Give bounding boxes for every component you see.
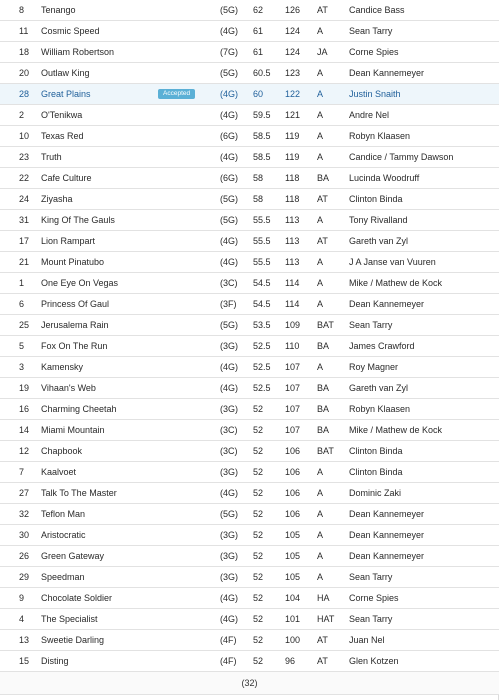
age-sex: (3F) [220, 294, 253, 315]
merit-rating: 52.5 [253, 357, 285, 378]
age-sex: (5G) [220, 0, 253, 21]
horse-name-text[interactable]: Princess Of Gaul [41, 299, 110, 309]
entry-number: 24 [0, 189, 41, 210]
weight: 107 [285, 399, 317, 420]
horse-name[interactable] [41, 21, 220, 42]
status-badge: Accepted [158, 89, 195, 99]
weight: 121 [285, 105, 317, 126]
merit-rating: 61 [253, 21, 285, 42]
table-row[interactable] [0, 483, 499, 504]
weight: 113 [285, 252, 317, 273]
weight: 105 [285, 567, 317, 588]
age-sex: (3C) [220, 420, 253, 441]
merit-rating: 52 [253, 399, 285, 420]
horse-name-text[interactable]: Cosmic Speed [41, 26, 100, 36]
merit-rating: 60 [253, 84, 285, 105]
entry-number: 32 [0, 504, 41, 525]
equipment-code: BA [317, 336, 349, 357]
weight: 124 [285, 21, 317, 42]
entry-number: 29 [0, 567, 41, 588]
equipment-code: A [317, 84, 349, 105]
trainer-name: Dean Kannemeyer [349, 504, 499, 525]
merit-rating: 58 [253, 189, 285, 210]
trainer-name: Dean Kannemeyer [349, 546, 499, 567]
horse-name[interactable] [41, 126, 220, 147]
equipment-code: A [317, 546, 349, 567]
weight: 119 [285, 147, 317, 168]
merit-rating: 52.5 [253, 336, 285, 357]
horse-name-text[interactable]: Talk To The Master [41, 488, 117, 498]
horse-name[interactable] [41, 84, 220, 105]
horse-name[interactable] [41, 651, 220, 672]
equipment-code: A [317, 357, 349, 378]
weight: 124 [285, 42, 317, 63]
entry-number: 19 [0, 378, 41, 399]
trainer-name: Tony Rivalland [349, 210, 499, 231]
equipment-code: BAT [317, 441, 349, 462]
age-sex: (3G) [220, 525, 253, 546]
table-row[interactable] [0, 588, 499, 609]
merit-rating: 55.5 [253, 231, 285, 252]
weight: 113 [285, 210, 317, 231]
entry-number: 5 [0, 336, 41, 357]
horse-name-text[interactable]: Mount Pinatubo [41, 257, 105, 267]
equipment-code: AT [317, 630, 349, 651]
table-row[interactable] [0, 525, 499, 546]
table-row[interactable] [0, 420, 499, 441]
horse-name-text[interactable]: Kamensky [41, 362, 84, 372]
trainer-name: Corne Spies [349, 42, 499, 63]
trainer-name: Sean Tarry [349, 567, 499, 588]
horse-name-text[interactable]: Chocolate Soldier [41, 593, 113, 603]
equipment-code: A [317, 63, 349, 84]
weight: 119 [285, 126, 317, 147]
horse-name[interactable] [41, 210, 220, 231]
table-footer [0, 672, 499, 695]
horse-name-text[interactable]: Kaalvoet [41, 467, 77, 477]
entry-number: 31 [0, 210, 41, 231]
table-row[interactable] [0, 0, 499, 21]
merit-rating: 53.5 [253, 315, 285, 336]
equipment-code: A [317, 210, 349, 231]
entry-number: 20 [0, 63, 41, 84]
table-row[interactable] [0, 546, 499, 567]
merit-rating: 62 [253, 0, 285, 21]
horse-name-text[interactable]: Lion Rampart [41, 236, 96, 246]
trainer-name: Clinton Binda [349, 189, 499, 210]
horse-name[interactable] [41, 378, 220, 399]
equipment-code: HAT [317, 609, 349, 630]
horse-name[interactable] [41, 588, 220, 609]
weight: 109 [285, 315, 317, 336]
horse-name-text[interactable]: William Robertson [41, 47, 115, 57]
trainer-name: Justin Snaith [349, 84, 499, 105]
trainer-name: Sean Tarry [349, 609, 499, 630]
equipment-code: A [317, 504, 349, 525]
entry-number: 15 [0, 651, 41, 672]
horse-name[interactable] [41, 294, 220, 315]
entry-number: 13 [0, 630, 41, 651]
trainer-name: Sean Tarry [349, 315, 499, 336]
trainer-name: J A Janse van Vuuren [349, 252, 499, 273]
table-row[interactable] [0, 504, 499, 525]
table-row[interactable] [0, 399, 499, 420]
horse-name-text[interactable]: Tenango [41, 5, 76, 15]
table-row[interactable] [0, 567, 499, 588]
equipment-code: AT [317, 189, 349, 210]
age-sex: (3C) [220, 441, 253, 462]
horse-name-text[interactable]: Outlaw King [41, 68, 90, 78]
table-row[interactable] [0, 21, 499, 42]
merit-rating: 52 [253, 546, 285, 567]
equipment-code: A [317, 567, 349, 588]
table-row[interactable] [0, 441, 499, 462]
entry-number: 1 [0, 273, 41, 294]
age-sex: (4G) [220, 378, 253, 399]
horse-name[interactable] [41, 546, 220, 567]
entry-number: 17 [0, 231, 41, 252]
entry-number: 27 [0, 483, 41, 504]
equipment-code: BA [317, 378, 349, 399]
age-sex: (3G) [220, 462, 253, 483]
age-sex: (4G) [220, 105, 253, 126]
horse-name-text[interactable]: Aristocratic [41, 530, 86, 540]
weight: 114 [285, 294, 317, 315]
merit-rating: 54.5 [253, 273, 285, 294]
entry-number: 30 [0, 525, 41, 546]
merit-rating: 55.5 [253, 210, 285, 231]
horse-name[interactable] [41, 630, 220, 651]
age-sex: (4F) [220, 630, 253, 651]
trainer-name: James Crawford [349, 336, 499, 357]
age-sex: (4G) [220, 231, 253, 252]
weight: 123 [285, 63, 317, 84]
equipment-code: A [317, 525, 349, 546]
trainer-name: Dean Kannemeyer [349, 294, 499, 315]
horse-name[interactable] [41, 42, 220, 63]
trainer-name: Clinton Binda [349, 462, 499, 483]
table-row[interactable] [0, 357, 499, 378]
merit-rating: 52 [253, 420, 285, 441]
weight: 107 [285, 378, 317, 399]
equipment-code: BA [317, 420, 349, 441]
horse-name[interactable] [41, 0, 220, 21]
age-sex: (4G) [220, 147, 253, 168]
table-row[interactable] [0, 210, 499, 231]
age-sex: (3G) [220, 567, 253, 588]
trainer-name: Gareth van Zyl [349, 378, 499, 399]
weight: 106 [285, 504, 317, 525]
merit-rating: 52 [253, 525, 285, 546]
age-sex: (6G) [220, 168, 253, 189]
entry-number: 10 [0, 126, 41, 147]
weight: 126 [285, 0, 317, 21]
horse-name[interactable] [41, 273, 220, 294]
horse-name-text[interactable]: Chapbook [41, 446, 83, 456]
age-sex: (5G) [220, 63, 253, 84]
merit-rating: 52 [253, 588, 285, 609]
age-sex: (7G) [220, 42, 253, 63]
horse-name-text[interactable]: Truth [41, 152, 62, 162]
entry-number: 22 [0, 168, 41, 189]
horse-name-text[interactable]: Charming Cheetah [41, 404, 117, 414]
trainer-name: Gareth van Zyl [349, 231, 499, 252]
entry-number: 21 [0, 252, 41, 273]
entry-number: 9 [0, 588, 41, 609]
table-row[interactable] [0, 63, 499, 84]
table-row[interactable] [0, 42, 499, 63]
equipment-code: A [317, 126, 349, 147]
entry-number: 14 [0, 420, 41, 441]
age-sex: (3G) [220, 546, 253, 567]
age-sex: (5G) [220, 189, 253, 210]
merit-rating: 61 [253, 42, 285, 63]
trainer-name: Clinton Binda [349, 441, 499, 462]
age-sex: (4G) [220, 357, 253, 378]
horse-name[interactable] [41, 168, 220, 189]
age-sex: (4G) [220, 609, 253, 630]
merit-rating: 52 [253, 630, 285, 651]
age-sex: (3G) [220, 399, 253, 420]
entry-number: 4 [0, 609, 41, 630]
trainer-name: Corne Spies [349, 588, 499, 609]
equipment-code: A [317, 294, 349, 315]
horse-name-text[interactable]: Vihaan's Web [41, 383, 96, 393]
table-row[interactable] [0, 189, 499, 210]
table-row[interactable] [0, 336, 499, 357]
horse-name-text[interactable]: Sweetie Darling [41, 635, 105, 645]
trainer-name: Glen Kotzen [349, 651, 499, 672]
age-sex: (5G) [220, 504, 253, 525]
merit-rating: 60.5 [253, 63, 285, 84]
weight: 118 [285, 168, 317, 189]
merit-rating: 55.5 [253, 252, 285, 273]
horse-name[interactable] [41, 462, 220, 483]
horse-name[interactable] [41, 105, 220, 126]
weight: 107 [285, 357, 317, 378]
trainer-name: Lucinda Woodruff [349, 168, 499, 189]
age-sex: (3G) [220, 336, 253, 357]
age-sex: (4F) [220, 651, 253, 672]
weight: 101 [285, 609, 317, 630]
table-row[interactable] [0, 105, 499, 126]
horse-name[interactable] [41, 231, 220, 252]
trainer-name: Dominic Zaki [349, 483, 499, 504]
trainer-name: Mike / Mathew de Kock [349, 273, 499, 294]
merit-rating: 59.5 [253, 105, 285, 126]
merit-rating: 58 [253, 168, 285, 189]
table-row[interactable] [0, 462, 499, 483]
table-row[interactable] [0, 168, 499, 189]
trainer-name: Juan Nel [349, 630, 499, 651]
horse-name[interactable] [41, 483, 220, 504]
horse-name[interactable] [41, 441, 220, 462]
entry-number: 16 [0, 399, 41, 420]
age-sex: (4G) [220, 21, 253, 42]
equipment-code: AT [317, 0, 349, 21]
entry-number: 28 [0, 84, 41, 105]
merit-rating: 52 [253, 483, 285, 504]
horse-name[interactable] [41, 189, 220, 210]
entry-number: 11 [0, 21, 41, 42]
trainer-name: Roy Magner [349, 357, 499, 378]
equipment-code: JA [317, 42, 349, 63]
weight: 110 [285, 336, 317, 357]
table-row[interactable] [0, 252, 499, 273]
weight: 106 [285, 462, 317, 483]
horse-name[interactable] [41, 504, 220, 525]
horse-name-text[interactable]: O'Tenikwa [41, 110, 83, 120]
weight: 104 [285, 588, 317, 609]
age-sex: (6G) [220, 126, 253, 147]
trainer-name: Mike / Mathew de Kock [349, 420, 499, 441]
horse-name-text[interactable]: King Of The Gauls [41, 215, 115, 225]
horse-name[interactable] [41, 399, 220, 420]
horse-name-text[interactable]: Texas Red [41, 131, 84, 141]
trainer-name: Dean Kannemeyer [349, 525, 499, 546]
trainer-name: Andre Nel [349, 105, 499, 126]
horse-name-text[interactable]: Jerusalema Rain [41, 320, 109, 330]
entry-number: 3 [0, 357, 41, 378]
horse-name[interactable] [41, 567, 220, 588]
merit-rating: 52 [253, 567, 285, 588]
weight: 105 [285, 546, 317, 567]
age-sex: (4G) [220, 483, 253, 504]
entry-number: 7 [0, 462, 41, 483]
merit-rating: 52.5 [253, 378, 285, 399]
horse-name[interactable] [41, 609, 220, 630]
entry-number: 18 [0, 42, 41, 63]
weight: 107 [285, 420, 317, 441]
trainer-name: Candice / Tammy Dawson [349, 147, 499, 168]
weight: 113 [285, 231, 317, 252]
horse-name-text[interactable]: Fox On The Run [41, 341, 108, 351]
equipment-code: A [317, 483, 349, 504]
merit-rating: 52 [253, 609, 285, 630]
table-row[interactable] [0, 294, 499, 315]
entry-number: 8 [0, 0, 41, 21]
horse-name[interactable] [41, 420, 220, 441]
weight: 105 [285, 525, 317, 546]
horse-name-text[interactable]: Ziyasha [41, 194, 73, 204]
table-row[interactable] [0, 651, 499, 672]
table-row[interactable] [0, 231, 499, 252]
age-sex: (4G) [220, 252, 253, 273]
trainer-name: Candice Bass [349, 0, 499, 21]
merit-rating: 58.5 [253, 147, 285, 168]
table-row[interactable] [0, 84, 499, 105]
horse-name[interactable] [41, 525, 220, 546]
horse-name[interactable] [41, 63, 220, 84]
equipment-code: AT [317, 651, 349, 672]
trainer-name: Dean Kannemeyer [349, 63, 499, 84]
horse-name[interactable] [41, 357, 220, 378]
age-sex: (5G) [220, 315, 253, 336]
table-row[interactable] [0, 378, 499, 399]
trainer-name: Robyn Klaasen [349, 399, 499, 420]
equipment-code: A [317, 462, 349, 483]
weight: 96 [285, 651, 317, 672]
entries-count: (32) [0, 672, 499, 695]
horse-name[interactable] [41, 336, 220, 357]
horse-name-text[interactable]: Teflon Man [41, 509, 86, 519]
table-row[interactable] [0, 315, 499, 336]
entry-number: 25 [0, 315, 41, 336]
age-sex: (4G) [220, 588, 253, 609]
horse-name[interactable] [41, 315, 220, 336]
weight: 106 [285, 483, 317, 504]
entry-number: 6 [0, 294, 41, 315]
horse-name-text[interactable]: Miami Mountain [41, 425, 105, 435]
entry-number: 2 [0, 105, 41, 126]
horse-name-text[interactable]: Cafe Culture [41, 173, 92, 183]
age-sex: (4G) [220, 84, 253, 105]
equipment-code: BAT [317, 315, 349, 336]
table-row[interactable] [0, 630, 499, 651]
horse-name[interactable] [41, 252, 220, 273]
age-sex: (5G) [220, 210, 253, 231]
equipment-code: A [317, 252, 349, 273]
equipment-code: A [317, 147, 349, 168]
weight: 106 [285, 441, 317, 462]
equipment-code: HA [317, 588, 349, 609]
table-row[interactable] [0, 147, 499, 168]
table-row[interactable] [0, 273, 499, 294]
equipment-code: A [317, 105, 349, 126]
merit-rating: 58.5 [253, 126, 285, 147]
horse-name-text[interactable]: The Specialist [41, 614, 98, 624]
merit-rating: 52 [253, 651, 285, 672]
weight: 118 [285, 189, 317, 210]
merit-rating: 52 [253, 462, 285, 483]
entry-number: 12 [0, 441, 41, 462]
entry-number: 26 [0, 546, 41, 567]
horse-name-text[interactable]: Green Gateway [41, 551, 105, 561]
age-sex: (3C) [220, 273, 253, 294]
horse-name-text[interactable]: Disting [41, 656, 69, 666]
weight: 114 [285, 273, 317, 294]
equipment-code: BA [317, 168, 349, 189]
merit-rating: 52 [253, 504, 285, 525]
equipment-code: AT [317, 231, 349, 252]
trainer-name: Sean Tarry [349, 21, 499, 42]
table-row[interactable] [0, 126, 499, 147]
trainer-name: Robyn Klaasen [349, 126, 499, 147]
weight: 100 [285, 630, 317, 651]
horse-name-text[interactable]: One Eye On Vegas [41, 278, 119, 288]
merit-rating: 52 [253, 441, 285, 462]
equipment-code: BA [317, 399, 349, 420]
horse-name[interactable] [41, 147, 220, 168]
horse-name-text[interactable]: Great Plains [41, 89, 91, 99]
horse-name-text[interactable]: Speedman [41, 572, 85, 582]
equipment-code: A [317, 21, 349, 42]
entry-number: 23 [0, 147, 41, 168]
weight: 122 [285, 84, 317, 105]
equipment-code: A [317, 273, 349, 294]
merit-rating: 54.5 [253, 294, 285, 315]
table-row[interactable] [0, 609, 499, 630]
